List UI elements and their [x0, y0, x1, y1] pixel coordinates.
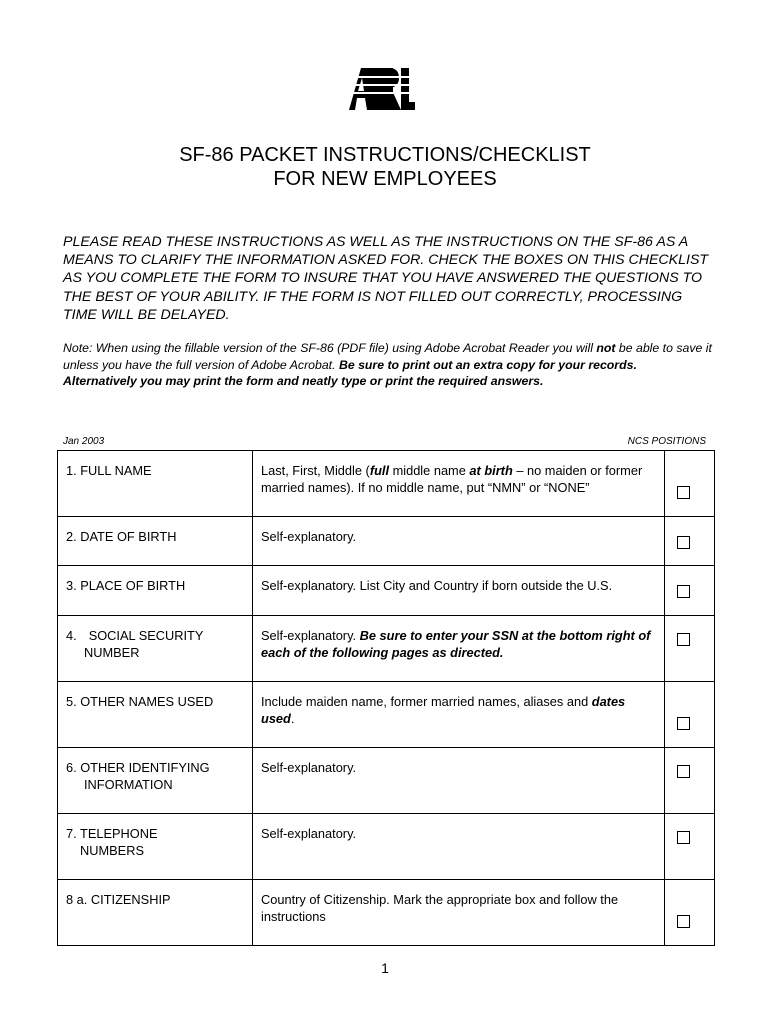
item-description: Self-explanatory.	[253, 814, 665, 880]
table-row	[58, 616, 715, 682]
table-row	[58, 814, 715, 880]
item-description: Country of Citizenship. Mark the appropriate box and follow the instructions	[253, 880, 665, 946]
item-description: Self-explanatory.	[253, 748, 665, 814]
item-description: Include maiden name, former married names, aliases and dates used.	[253, 682, 665, 748]
table-row	[58, 451, 715, 517]
table-row	[58, 566, 715, 616]
revision-date: Jan 2003	[63, 436, 105, 447]
checkbox[interactable]	[677, 585, 690, 598]
checkbox[interactable]	[677, 633, 690, 646]
item-label: 4. SOCIAL SECURITY NUMBER	[58, 616, 253, 682]
item-label: 1. FULL NAME	[58, 451, 253, 517]
checkbox[interactable]	[677, 486, 690, 499]
item-description: Self-explanatory. Be sure to enter your SSN at the bottom right of each of the following pages as directed.	[253, 616, 665, 682]
item-label: 8 a. CITIZENSHIP	[58, 880, 253, 946]
document-title: SF-86 PACKET INSTRUCTIONS/CHECKLIST	[179, 144, 591, 166]
item-label: 5. OTHER NAMES USED	[58, 682, 253, 748]
item-description: Self-explanatory. List City and Country if born outside the U.S.	[253, 566, 665, 616]
instructions-paragraph: PLEASE READ THESE INSTRUCTIONS AS WELL AS THE INSTRUCTIONS ON THE SF-86 AS A MEANS TO CLARIFY THE INFORMATION ASKED FOR. CHECK THE BOXES ON THIS CHECKLIST AS YOU COMPLETE THE FORM TO INSURE THAT YOU HAVE ANSWERED THE QUESTIONS TO THE BEST OF YOUR ABILITY. IF THE FORM IS NOT FILLED OUT CORRECTLY, PROCESSING TIME WILL BE DELAYED.	[63, 234, 709, 323]
checkbox[interactable]	[677, 765, 690, 778]
table-row	[58, 517, 715, 566]
item-label: 3. PLACE OF BIRTH	[58, 566, 253, 616]
note-paragraph: Note: When using the fillable version of the SF-86 (PDF file) using Adobe Acrobat Reader you will not be able to save it unless you have the full version of Adobe Acrobat. Be sure to print out an extra copy for your records. Alternatively you may print the form and neatly type or print the required answers.	[63, 341, 712, 389]
item-label: 6. OTHER IDENTIFYING INFORMATION	[58, 748, 253, 814]
table-row	[58, 880, 715, 946]
checkbox[interactable]	[677, 536, 690, 549]
item-label: 2. DATE OF BIRTH	[58, 517, 253, 566]
checkbox[interactable]	[677, 915, 690, 928]
checkbox[interactable]	[677, 717, 690, 730]
item-description: Self-explanatory.	[253, 517, 665, 566]
arl-logo	[345, 66, 417, 112]
table-row	[58, 682, 715, 748]
item-description: Last, First, Middle (full middle name at birth – no maiden or former married names). If no middle name, put “NMN” or “NONE”	[253, 451, 665, 517]
table-row	[58, 748, 715, 814]
positions-label: NCS POSITIONS	[627, 436, 706, 447]
document-subtitle: FOR NEW EMPLOYEES	[273, 168, 497, 190]
checkbox[interactable]	[677, 831, 690, 844]
page-number: 1	[381, 960, 389, 976]
item-label: 7. TELEPHONE NUMBERS	[58, 814, 253, 880]
checklist-table	[57, 450, 715, 946]
